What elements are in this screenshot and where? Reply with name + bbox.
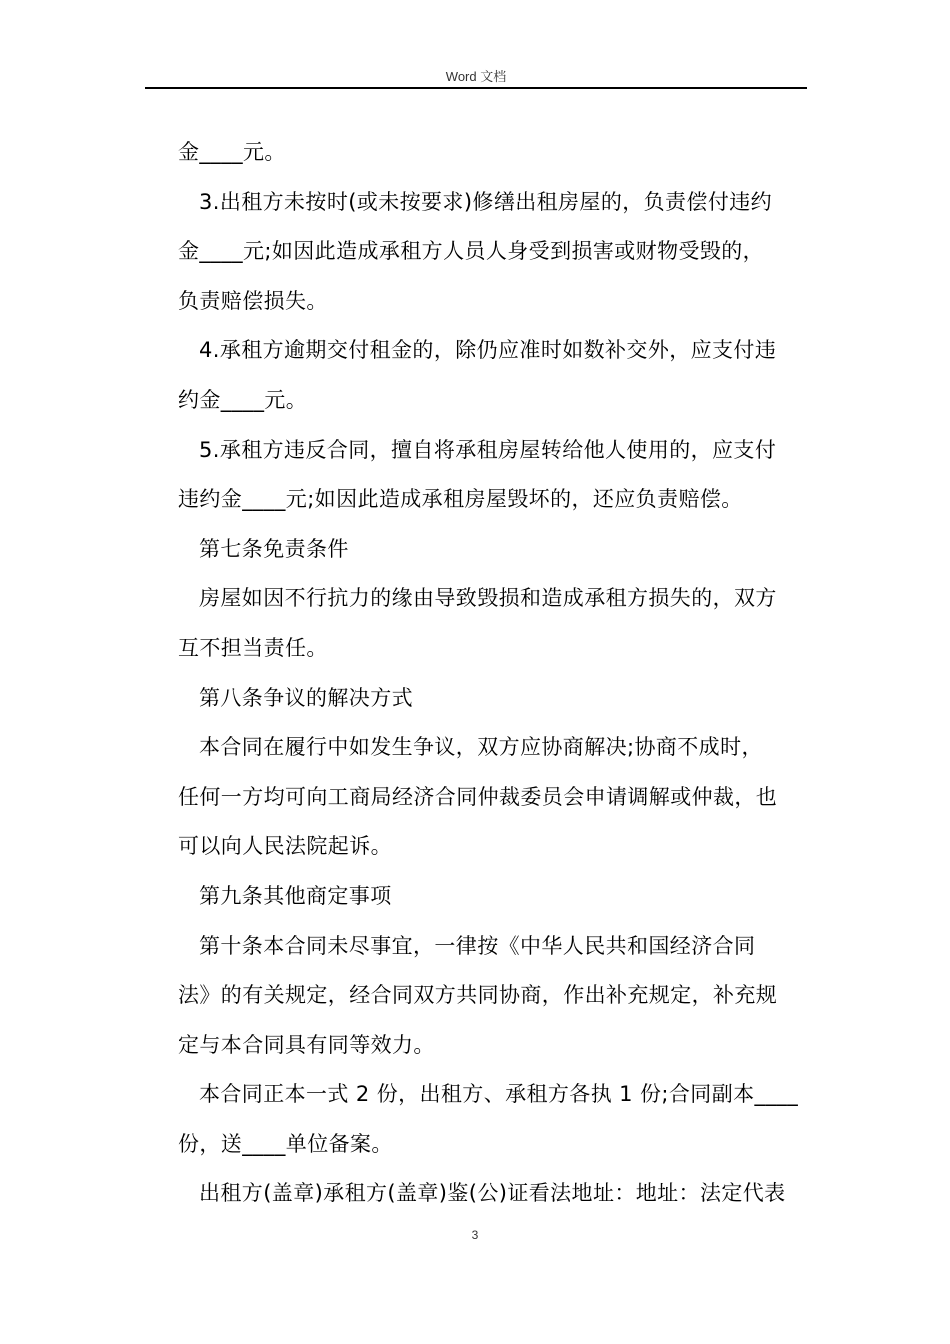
text-line: 任何一方均可向工商局经济合同仲裁委员会申请调解或仲裁，也 xyxy=(178,784,778,809)
text-line: 法》的有关规定，经合同双方共同协商，作出补充规定，补充规 xyxy=(178,983,778,1008)
header-divider xyxy=(145,87,807,89)
text-line: 负责赔偿损失。 xyxy=(178,288,328,313)
page-header: Word 文档 xyxy=(445,69,507,84)
text-line: 金____元。 xyxy=(178,140,286,164)
text-line: 第七条免责条件 xyxy=(199,536,349,561)
text-line: 出租方(盖章)承租方(盖章)鉴(公)证看法地址：地址：法定代表 xyxy=(199,1181,786,1206)
text-line: 房屋如因不行抗力的缘由导致毁损和造成承租方损失的，双方 xyxy=(199,586,777,611)
text-line: 违约金____元;如因此造成承租房屋毁坏的，还应负责赔偿。 xyxy=(178,487,743,512)
text-line: 第十条本合同未尽事宜，一律按《中华人民共和国经济合同 xyxy=(199,933,756,958)
text-line: 本合同在履行中如发生争议，双方应协商解决;协商不成时， xyxy=(199,735,763,760)
text-line: 约金____元。 xyxy=(178,387,308,412)
text-line: 可以向人民法院起诉。 xyxy=(178,834,392,859)
text-line: 3.出租方未按时(或未按要求)修缮出租房屋的，负责偿付违约 xyxy=(199,189,773,214)
text-line: 定与本合同具有同等效力。 xyxy=(178,1032,435,1057)
text-line: 5.承租方违反合同，擅自将承租房屋转给他人使用的，应支付 xyxy=(199,437,777,462)
document-body xyxy=(178,128,808,1219)
text-line: 金____元;如因此造成承租方人员人身受到损害或财物受毁的， xyxy=(178,239,765,264)
text-line: 本合同正本一式 2 份，出租方、承租方各执 1 份;合同副本____ xyxy=(199,1082,799,1107)
text-line: 4.承租方逾期交付租金的，除仍应准时如数补交外，应支付违 xyxy=(199,338,777,363)
text-line: 第八条争议的解决方式 xyxy=(199,685,413,710)
text-line: 互不担当责任。 xyxy=(178,635,328,660)
text-line: 份，送____单位备案。 xyxy=(178,1131,393,1156)
text-line: 第九条其他商定事项 xyxy=(199,883,392,908)
page-number: 3 xyxy=(471,1228,479,1242)
